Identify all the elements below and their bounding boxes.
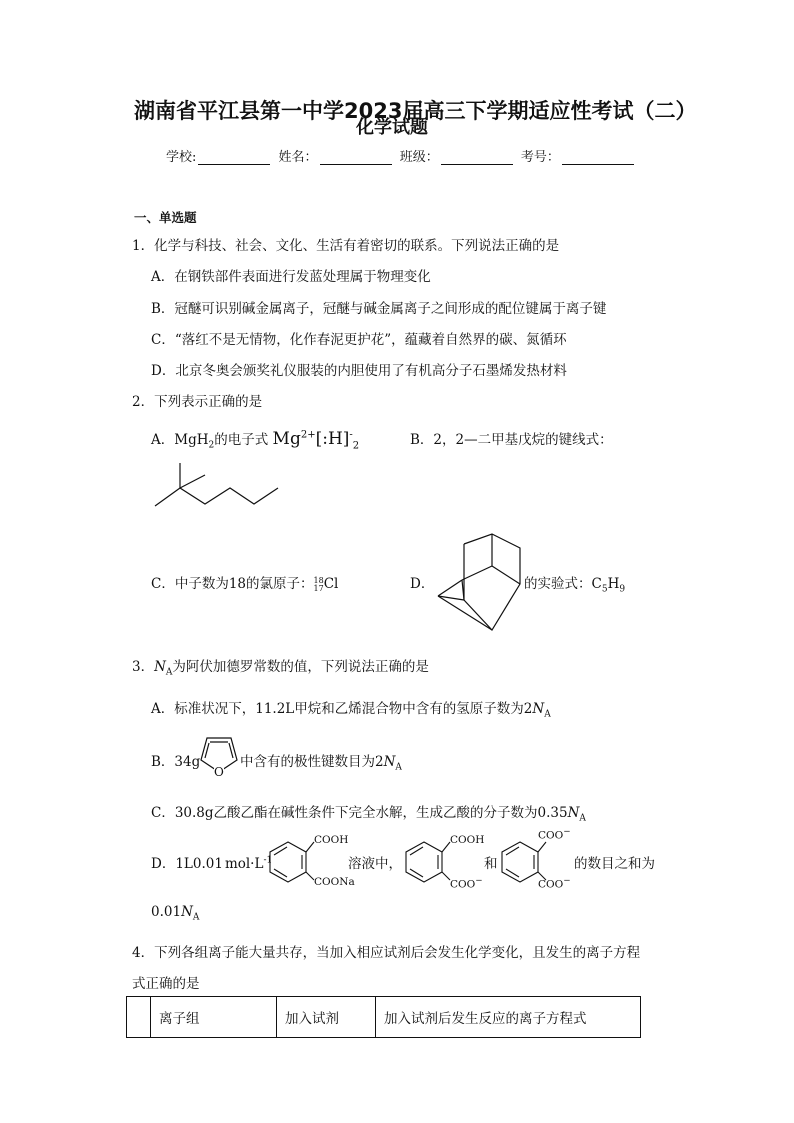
q1-option-a: A．在钢铁部件表面进行发蓝处理属于物理变化 [151, 269, 431, 285]
info-fields [166, 146, 638, 165]
table-header-cell: 加入试剂后发生反应的离子方程式 [376, 997, 641, 1038]
q3-option-a: A．标准状况下，11.2L甲烷和乙烯混合物中含有的氢原子数为$2N_A$ [151, 701, 551, 720]
field-name-blank[interactable] [320, 150, 392, 165]
field-school-blank[interactable] [198, 150, 270, 165]
mol3-coo-bottom: COO− [538, 876, 571, 891]
q3-option-d-tail: $0.01N_A$ [151, 904, 200, 923]
q2-option-d-text: 的实验式：$C_5H_9$ [524, 576, 626, 595]
q2-option-a: A．MgH$_2$的电子式 $Mg^{2+}[:H]^-_2$ [151, 429, 360, 452]
table-header-cell: 加入试剂 [277, 997, 376, 1038]
q3-option-d-pre: D．1L0.01 $mol\cdot L^{-1}$ [151, 855, 273, 872]
q1-option-d: D．北京冬奥会颁奖礼仪服装的内胆使用了有机高分子石墨烯发热材料 [151, 363, 567, 379]
q3-option-d-post: 的数目之和为 [574, 856, 655, 872]
dimethylpentane-structure [150, 460, 280, 510]
table-header-row [127, 997, 641, 1038]
q4-stem-line2: 式正确的是 [132, 976, 200, 992]
q3-option-d-and: 和 [484, 856, 498, 872]
table-header-cell [127, 997, 151, 1038]
field-school-label: 学校: [166, 150, 197, 165]
q1-option-c: C．“落红不是无情物，化作春泥更护花”，蕴藏着自然界的碳、氮循环 [151, 332, 567, 348]
q2-stem: 2．下列表示正确的是 [132, 394, 263, 410]
q4-stem-line1: 4．下列各组离子能大量共存，当加入相应试剂后会发生化学变化，且发生的离子方程 [132, 945, 641, 961]
q1-stem: 1．化学与科技、社会、文化、生活有着密切的联系。下列说法正确的是 [132, 238, 560, 254]
mol1-cooh: COOH [314, 834, 349, 846]
q2-option-d-label: D． [410, 576, 435, 592]
field-name-label: 姓名： [278, 150, 318, 165]
q2-option-c: C．中子数为18的氯原子：18 17Cl [151, 575, 339, 593]
electron-formula: $Mg^{2+}[:H]^-_2$ [272, 429, 360, 452]
mol2-coo: COO− [450, 876, 483, 891]
field-number-blank[interactable] [562, 150, 634, 165]
q3-option-c: C．30.8g乙酸乙酯在碱性条件下完全水解，生成乙酸的分子数为$0.35N_A$ [151, 805, 586, 824]
field-number-label: 考号： [520, 150, 560, 165]
q3-option-b-pre: B．34g [151, 754, 201, 770]
mol2-cooh: COOH [450, 834, 485, 846]
q4-table [126, 996, 641, 1038]
section-heading: 一、单选题 [134, 210, 197, 225]
q2-option-b: B．2，2—二甲基戊烷的键线式： [410, 432, 613, 448]
field-class-blank[interactable] [441, 150, 513, 165]
furan-oxygen-label: O [214, 765, 224, 779]
mol3-coo-top: COO− [538, 827, 571, 842]
page-title: 湖南省平江县第一中学2023届高三下学期适应性考试（二） [134, 99, 697, 123]
page-subtitle: 化学试题 [356, 117, 428, 138]
q3-option-b-post: 中含有的极性键数目为$2N_A$ [240, 754, 402, 773]
q3-stem: 3．$N_A$为阿伏加德罗常数的值，下列说法正确的是 [132, 659, 429, 678]
mol1-coona: COONa [314, 876, 355, 888]
q3-option-d-mid: 溶液中， [348, 856, 402, 872]
table-header-cell: 离子组 [151, 997, 277, 1038]
adamantane-structure [434, 530, 524, 632]
field-class-label: 班级： [399, 150, 439, 165]
q1-option-b: B．冠醚可识别碱金属离子，冠醚与碱金属离子之间形成的配位键属于离子键 [151, 301, 607, 317]
